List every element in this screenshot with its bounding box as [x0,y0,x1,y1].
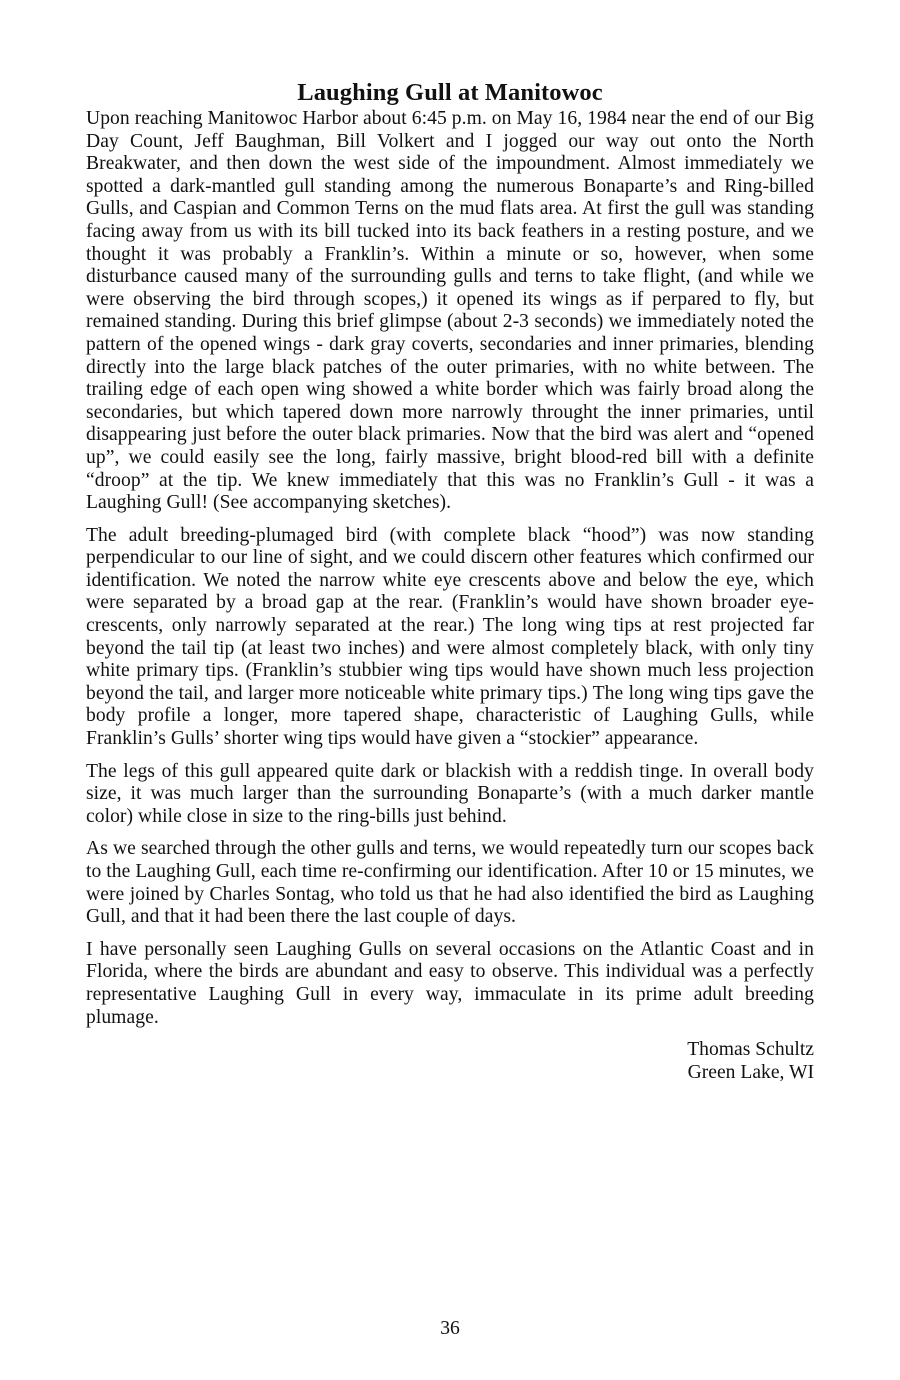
paragraph-1: Upon reaching Manitowoc Harbor about 6:45 p.m. on May 16, 1984 near the end of our Big Day Count, Jeff Baughman, Bill Volkert and I jogged our way out onto the North Breakwater, and then down the west side of the impoundment. Almost immediately we spotted a dark-mantled gull standing among the numerous Bonaparte’s and Ring-billed Gulls, and Caspian and Common Terns on the mud flats area. At first the gull was standing facing away from us with its bill tucked into its back feathers in a resting posture, and we thought it was probably a Franklin’s. Within a minute or so, however, when some disturbance caused many of the surrounding gulls and terns to take flight, (and while we were observing the bird through scopes,) it opened its wings as if perpared to fly, but remained standing. During this brief glimpse (about 2-3 seconds) we immediately noted the pattern of the opened wings - dark gray coverts, secondaries and inner primaries, blending directly into the large black patches of the outer primaries, with no white between. The trailing edge of each open wing showed a white border which was fairly broad along the secondaries, but which tapered down more narrowly throught the inner primaries, until disappearing just before the outer black primaries. Now that the bird was alert and “opened up”, we could easily see the long, fairly massive, bright blood-red bill with a definite “droop” at the tip. We knew immediately that this was no Franklin’s Gull - it was a Laughing Gull! (See accompanying sketches). [86,108,814,514]
paragraph-5: I have personally seen Laughing Gulls on several occasions on the Atlantic Coast and in Florida, where the birds are abundant and easy to observe. This individual was a perfectly representative Laughing Gull in every way, immaculate in its prime adult breeding plumage. [86,938,814,1028]
author-location: Green Lake, WI [687,1061,814,1083]
paragraph-2: The adult breeding-plumaged bird (with complete black “hood”) was now standing perpendicular to our line of sight, and we could discern other features which confirmed our identification. We noted the narrow white eye crescents above and below the eye, which were separated by a broad gap at the rear. (Franklin’s would have shown broader eye-crescents, only narrowly separated at the rear.) The long wing tips at rest projected far beyond the tail tip (at least two inches) and were almost completely black, with only tiny white primary tips. (Franklin’s stubbier wing tips would have shown much less projection beyond the tail, and larger more noticeable white primary tips.) The long wing tips gave the body profile a longer, more tapered shape, characteristic of Laughing Gulls, while Franklin’s Gulls’ shorter wing tips would have given a “stockier” appearance. [86,524,814,750]
article-title: Laughing Gull at Manitowoc [297,79,603,106]
paragraph-3: The legs of this gull appeared quite dark or blackish with a reddish tinge. In overall body size, it was much larger than the surrounding Bonaparte’s (with a much darker mantle color) while close in size to the ring-bills just behind. [86,760,814,827]
author-signature [86,1039,814,1084]
paragraph-4: As we searched through the other gulls and terns, we would repeatedly turn our scopes back to the Laughing Gull, each time re-confirming our identification. After 10 or 15 minutes, we were joined by Charles Sontag, who told us that he had also identified the bird as Laughing Gull, and that it had been there the last couple of days. [86,838,814,928]
author-name: Thomas Schultz [687,1039,814,1061]
article [86,78,814,1084]
page-number: 36 [440,1318,460,1339]
